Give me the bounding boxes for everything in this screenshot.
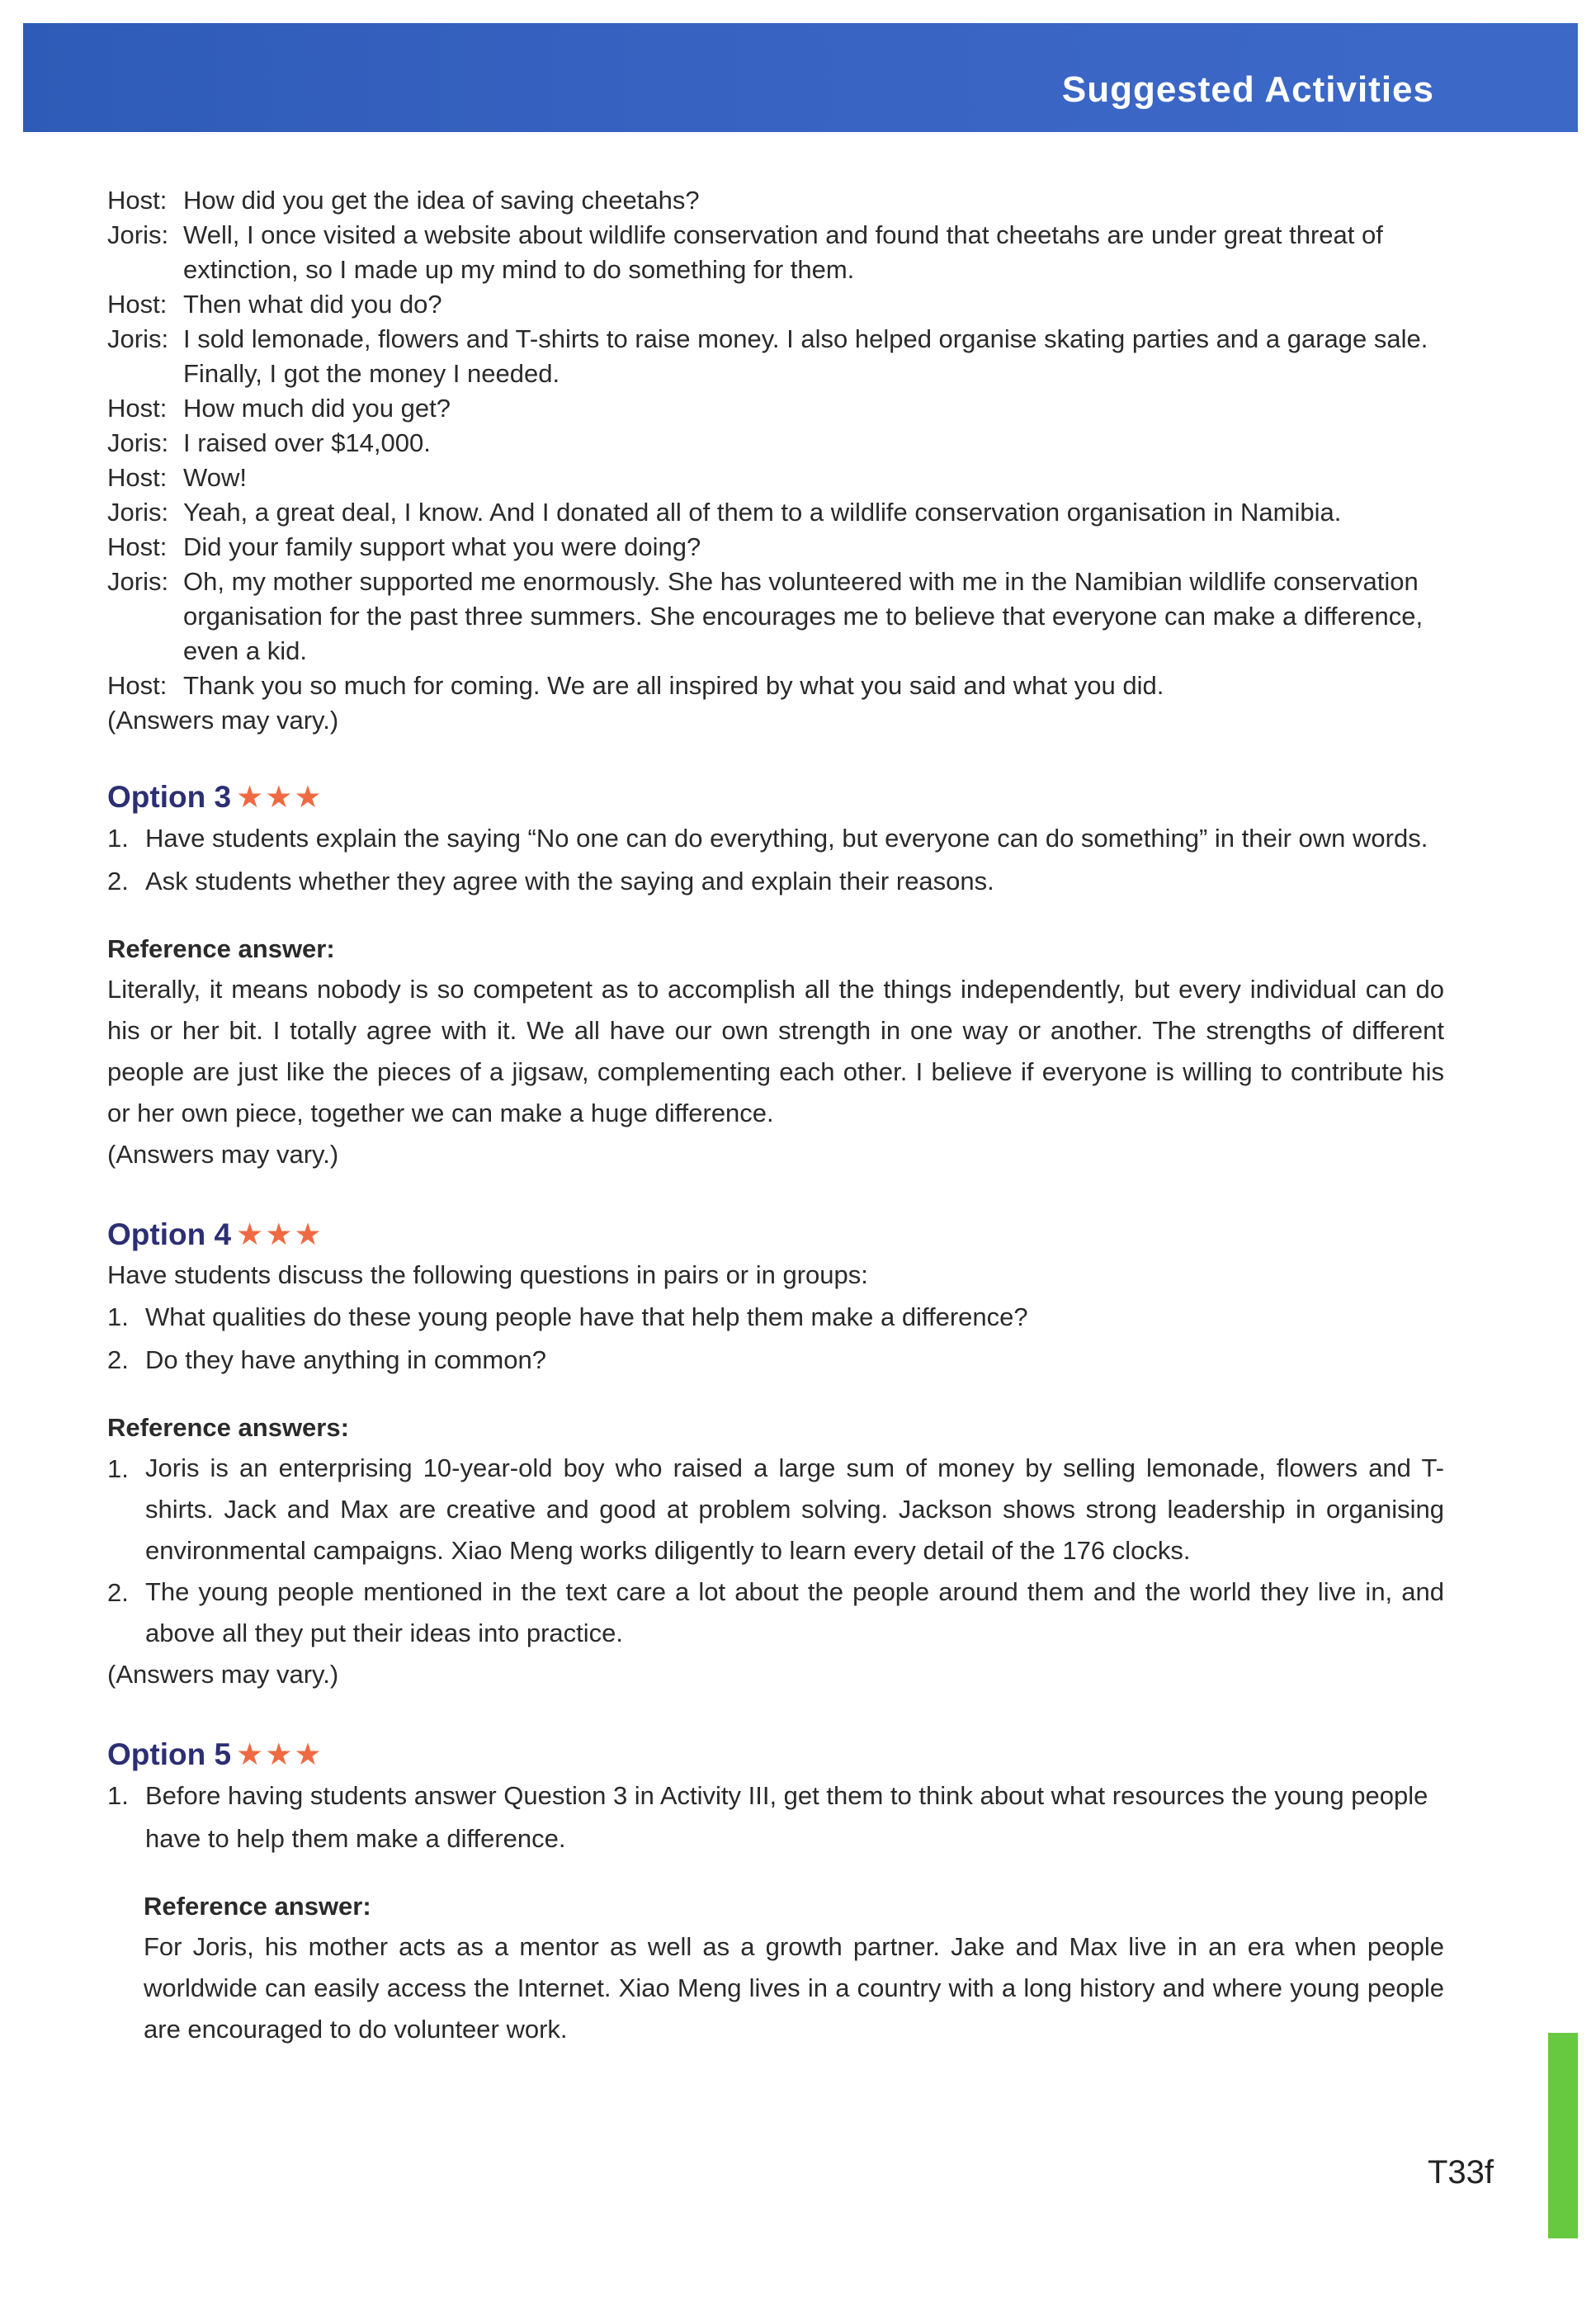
list-item xyxy=(107,1339,1444,1382)
dialogue-line xyxy=(107,426,1444,461)
reference-answer-heading: Reference answer: xyxy=(144,1892,371,1921)
speaker: Host: xyxy=(107,290,168,319)
item-text: Have students explain the saying “No one can do everything, but everyone can do something” in their own words. xyxy=(145,824,1428,853)
option-5-list xyxy=(107,1775,1444,1860)
item-text: The young people mentioned in the text care a lot about the people around them and the world they live in, and above all they put their ideas into practice. xyxy=(145,1577,1444,1647)
dialogue-line xyxy=(107,530,1444,565)
dialogue-line xyxy=(107,495,1444,530)
speaker: Joris: xyxy=(107,428,169,457)
utterance: Did your family support what you were doing? xyxy=(183,532,701,561)
answers-may-vary: (Answers may vary.) xyxy=(107,1140,339,1169)
item-text: What qualities do these young people have that help them make a difference? xyxy=(145,1302,1028,1331)
option-3-list xyxy=(107,817,1444,903)
item-text: Do they have anything in common? xyxy=(145,1345,546,1374)
item-number: 2. xyxy=(107,1345,129,1374)
option-4-list xyxy=(107,1296,1444,1382)
page-content xyxy=(107,183,1444,2050)
item-number: 2. xyxy=(107,867,129,896)
page-number: T33f xyxy=(1428,2154,1494,2190)
speaker: Host: xyxy=(107,394,168,423)
answers-may-vary: (Answers may vary.) xyxy=(107,706,339,735)
star-rating-icon: ★★★ xyxy=(236,1217,323,1251)
list-item xyxy=(107,1775,1444,1860)
star-rating-icon: ★★★ xyxy=(236,780,323,814)
utterance: Well, I once visited a website about wildlife conservation and found that cheetahs are under great threat of extinction, so I made up my mind to do something for them. xyxy=(183,220,1383,284)
option-5-reference xyxy=(107,1887,1444,2050)
utterance: Oh, my mother supported me enormously. She has volunteered with me in the Namibian wildlife conservation organisation for the past three summers. She encourages me to believe that everyone can make a difference, even a kid. xyxy=(183,567,1424,665)
side-tab-marker xyxy=(1548,2033,1578,2238)
utterance: How did you get the idea of saving cheetahs? xyxy=(183,186,700,215)
interview-dialogue xyxy=(107,183,1444,738)
list-item xyxy=(107,1296,1444,1339)
item-number: 2. xyxy=(107,1578,129,1607)
speaker: Joris: xyxy=(107,567,169,596)
speaker: Joris: xyxy=(107,498,169,527)
dialogue-line xyxy=(107,322,1444,391)
item-number: 1. xyxy=(107,1302,129,1331)
item-number: 1. xyxy=(107,1781,129,1810)
list-item xyxy=(107,1571,1444,1654)
option-title: Option 5 xyxy=(107,1737,232,1771)
utterance: How much did you get? xyxy=(183,394,451,423)
speaker: Joris: xyxy=(107,324,169,353)
item-number: 1. xyxy=(107,824,129,853)
utterance: Yeah, a great deal, I know. And I donated all of them to a wildlife conservation organisation in Namibia. xyxy=(183,498,1342,527)
dialogue-line xyxy=(107,669,1444,703)
option-title: Option 4 xyxy=(107,1217,232,1251)
item-number: 1. xyxy=(107,1454,129,1483)
dialogue-line xyxy=(107,183,1444,218)
dialogue-line xyxy=(107,391,1444,426)
speaker: Host: xyxy=(107,186,168,215)
dialogue-line xyxy=(107,565,1444,669)
dialogue-line xyxy=(107,287,1444,322)
list-item xyxy=(107,817,1444,860)
star-rating-icon: ★★★ xyxy=(236,1737,323,1771)
speaker: Joris: xyxy=(107,220,169,249)
speaker: Host: xyxy=(107,532,168,561)
reference-answers-list xyxy=(107,1448,1444,1654)
utterance: I sold lemonade, flowers and T-shirts to raise money. I also helped organise skating parties and a garage sale. Finally, I got the money I needed. xyxy=(183,324,1428,388)
answers-may-vary: (Answers may vary.) xyxy=(107,1660,339,1689)
reference-answers-heading: Reference answers: xyxy=(107,1413,349,1442)
item-text: Joris is an enterprising 10-year-old boy who raised a large sum of money by selling lemonade, flowers and T-shirts. Jack and Max are creative and good at problem solving. Jackson shows strong leadership in organising environmental campaigns. Xiao Meng works diligently to learn every detail of the 176 clocks. xyxy=(145,1453,1444,1565)
utterance: Then what did you do? xyxy=(183,290,442,319)
speaker: Host: xyxy=(107,463,168,492)
option-3-heading xyxy=(107,777,1444,817)
item-text: Before having students answer Question 3 in Activity III, get them to think about what resources the young people have to help them make a difference. xyxy=(145,1781,1428,1853)
dialogue-line xyxy=(107,218,1444,287)
reference-answer-text: For Joris, his mother acts as a mentor as well as a growth partner. Jake and Max live in an era when people worldwide can easily access the Internet. Xiao Meng lives in a country with a long history and where young people are encouraged to do volunteer work. xyxy=(144,1932,1444,2044)
option-4-intro: Have students discuss the following questions in pairs or in groups: xyxy=(107,1260,868,1289)
option-4-heading xyxy=(107,1215,1444,1255)
utterance: Thank you so much for coming. We are all inspired by what you said and what you did. xyxy=(183,671,1164,700)
utterance: I raised over $14,000. xyxy=(183,428,431,457)
utterance: Wow! xyxy=(183,463,247,492)
option-title: Option 3 xyxy=(107,780,232,814)
reference-answer-text: Literally, it means nobody is so competent as to accomplish all the things independently, but every individual can do his or her bit. I totally agree with it. We all have our own strength in one way or another. The strengths of different people are just like the pieces of a jigsaw, complementing each other. I believe if everyone is willing to contribute his or her own piece, together we can make a huge difference. xyxy=(107,975,1444,1127)
section-title: Suggested Activities xyxy=(1061,69,1434,110)
item-text: Ask students whether they agree with the saying and explain their reasons. xyxy=(145,867,994,896)
list-item xyxy=(107,1448,1444,1571)
reference-answer-heading: Reference answer: xyxy=(107,934,335,963)
option-5-heading xyxy=(107,1735,1444,1775)
speaker: Host: xyxy=(107,671,168,700)
list-item xyxy=(107,860,1444,903)
dialogue-line xyxy=(107,461,1444,495)
